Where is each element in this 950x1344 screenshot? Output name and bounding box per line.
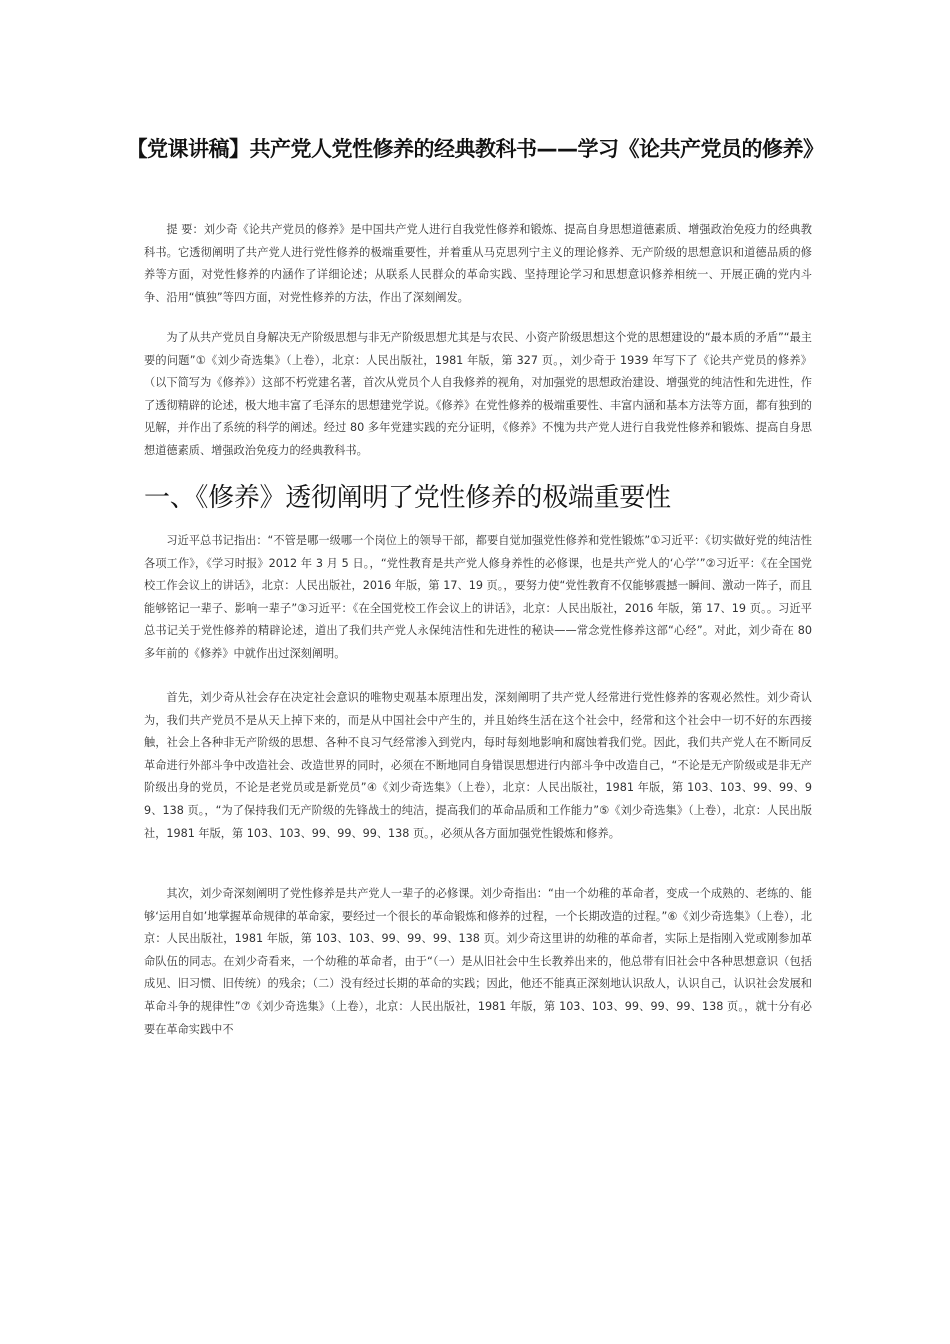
abstract-paragraph: 提 要：刘少奇《论共产党员的修养》是中国共产党人进行自我党性修养和锻炼、提高自身思想道德素质、增强政治免疫力的经典教科书。它透彻阐明了共产党人进行党性修养的极端重要性，并着重从马克思列宁主义的理论修养、无产阶级的思想意识和道德品质的修养等方面，对党性修养的内涵作了详细论述；从联系人民群众的革命实践、坚持理论学习和思想意识修养相统一、开展正确的党内斗争、沿用“慎独”等四方面，对党性修养的方法，作出了深刻阐发。 (144, 223, 812, 304)
document-title: 【党课讲稿】共产党人党性修养的经典教科书——学习《论共产党员的修养》 (126, 137, 824, 162)
section-heading-1: 一、《修养》透彻阐明了党性修养的极端重要性 (144, 483, 671, 513)
xi-quote-paragraph: 习近平总书记指出：“不管是哪一级哪一个岗位上的领导干部，都要自觉加强党性修养和党性锻炼”①习近平：《切实做好党的纯洁性各项工作》，《学习时报》2012 年 3 月 5 日。，“党性教育是共产党人修身养性的必修课，也是共产党人的‘心学’”②习近平：《在全国党校工作会议上的讲话》，北京：人民出版社，2016 年版，第 17、19 页。，要努力使“党性教育不仅能够震撼一瞬间、激动一阵子，而且能够铭记一辈子、影响一辈子”③习近平：《在全国党校工作会议上的讲话》，北京：人民出版社，2016 年版，第 17、19 页。。习近平总书记关于党性修养的精辟论述，道出了我们共产党人永保纯洁性和先进性的秘诀——常念党性修养这部“心经”。对此，刘少奇在 80 多年前的《修养》中就作出过深刻阐明。 (144, 534, 812, 660)
intro-paragraph: 为了从共产党员自身解决无产阶级思想与非无产阶级思想尤其是与农民、小资产阶级思想这个党的思想建设的“最本质的矛盾”“最主要的问题”①《刘少奇选集》（上卷），北京：人民出版社，1981 年版，第 327 页。，刘少奇于 1939 年写下了《论共产党员的修养》（以下简写为《修养》）这部不朽党建名著，首次从党员个人自我修养的视角，对加强党的思想政治建设、增强党的纯洁性和先进性，作了透彻精辟的论述，极大地丰富了毛泽东的思想建党学说。《修养》在党性修养的极端重要性、丰富内涵和基本方法等方面，都有独到的见解，并作出了系统的科学的阐述。经过 80 多年党建实践的充分证明，《修养》不愧为共产党人进行自我党性修养和锻炼、提高自身思想道德素质、增强政治免疫力的经典教科书。 (144, 331, 812, 457)
second-point-paragraph: 其次，刘少奇深刻阐明了党性修养是共产党人一辈子的必修课。刘少奇指出：“由一个幼稚的革命者，变成一个成熟的、老练的、能够‘运用自如’地掌握革命规律的革命家，要经过一个很长的革命锻炼和修养的过程，一个长期改造的过程。”⑥《刘少奇选集》（上卷），北京：人民出版社，1981 年版，第 103、103、99、99、99、138 页。刘少奇这里讲的幼稚的革命者，实际上是指刚入党或刚参加革命队伍的同志。在刘少奇看来，一个幼稚的革命者，由于“（一）是从旧社会中生长教养出来的，他总带有旧社会中各种思想意识（包括成见、旧习惯、旧传统）的残余；（二）没有经过长期的革命的实践；因此，他还不能真正深刻地认识敌人，认识自己，认识社会发展和革命斗争的规律性”⑦《刘少奇选集》（上卷），北京：人民出版社，1981 年版，第 103、103、99、99、99、138 页。，就十分有必要在革命实践中不 (144, 887, 812, 1036)
first-point-paragraph: 首先，刘少奇从社会存在决定社会意识的唯物史观基本原理出发，深刻阐明了共产党人经常进行党性修养的客观必然性。刘少奇认为，我们共产党员不是从天上掉下来的，而是从中国社会中产生的，并且始终生活在这个社会中，经常和这个社会中一切不好的东西接触，社会上各种非无产阶级的思想、各种不良习气经常渗入到党内，每时每刻地影响和腐蚀着我们党。因此，我们共产党人在不断同反革命进行外部斗争中改造社会、改造世界的同时，必须在不断地同自身错误思想进行内部斗争中改造自己，“不论是无产阶级或是非无产阶级出身的党员，不论是老党员或是新党员”④《刘少奇选集》（上卷），北京：人民出版社，1981 年版，第 103、103、99、99、99、138 页。，“为了保持我们无产阶级的先锋战士的纯洁，提高我们的革命品质和工作能力”⑤《刘少奇选集》（上卷），北京：人民出版社，1981 年版，第 103、103、99、99、99、138 页。，必须从各方面加强党性锻炼和修养。 (144, 691, 812, 840)
